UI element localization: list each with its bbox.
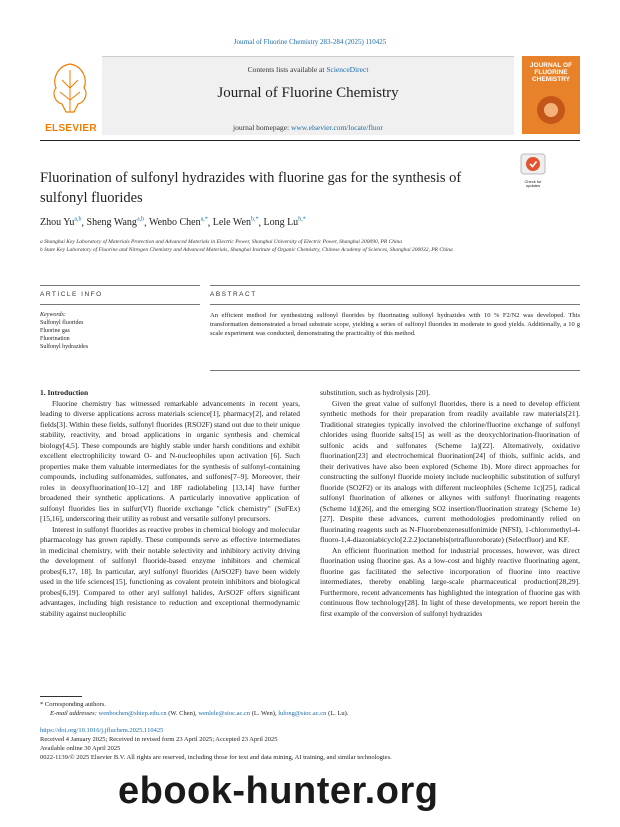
publisher-name: ELSEVIER [45,123,97,134]
email-owner: (L. Lu). [328,710,349,717]
article-title: Fluorination of sulfonyl hydrazides with fluorine gas for the synthesis of sulfonyl fluorides [40,170,462,206]
journal-cover[interactable] [522,56,580,134]
paragraph: An efficient fluorination method for industrial processes, however, was direct fluorination using fluorine gas. As a low-cost and highly reactive fluorinating agent, fluorine gas facilitated the selective incorporation of fluorine into reactive intermediates, thereby enabling large-scale pharmaceutical production[28,29]. Furthermore, recent advancements has highlighted the integration of fluorine gas with continuous flow technology[28]. In light of these developments, we report herein the first example of the conversion of sulfonyl hydrazides [320,545,580,618]
keyword: Sulfonyl hydrazides [40,344,89,350]
journal-masthead [40,56,580,138]
elsevier-tree-icon [40,56,100,120]
homepage-prefix: journal homepage: [233,123,291,132]
history-dates: Received 4 January 2025; Received in revised form 23 April 2025; Accepted 23 April 2025 [40,736,278,743]
watermark: ebook-hunter.org [118,770,439,812]
abstract-text: An efficient method for synthesizing sulfonyl fluorides by fluorinating sulfonyl hydrazides with 10 % F2/N2 was developed. This transformation demonstrated a broad substrate scope, yielding a series of sulfonyl fluorides in moderate to good yields. Additionally, a 10 g scale experiment was conducted, demonstrating the practicality of this method. [210,312,580,338]
email-owner: (W. Chen), [168,710,197,717]
divider [210,285,580,286]
check-for-updates-button[interactable] [520,153,546,188]
affiliations [40,238,520,254]
author[interactable]: Wenbo Chen$^{a,*}$ [148,217,208,229]
keyword: Sulfonyl fluorides [40,320,84,326]
body-column-left [40,388,300,619]
divider [40,285,200,286]
divider [210,304,580,305]
divider [210,370,580,371]
check-updates-label: Check for updates [524,179,542,188]
doi-link[interactable]: https://doi.org/10.1016/j.jfluchem.2025.110425 [40,727,164,734]
keywords-label: Keywords: [40,312,66,318]
paragraph: Interest in sulfonyl fluorides as reactive probes in chemical biology and molecular pharmacology has grown rapidly. These compounds serve as effective intermediates in medicinal chemistry, with their notable selectivity and inhibitory activity driving the development of sulfonyl fluoride-based enzyme inhibitors and chemical probes[6,17, 18]. In particular, aryl sulfonyl fluorides (ArSO2F) have been widely used in the life sciences[15], functioning as covalent protein inhibitors and biological probes[6,19]. Compared to other aryl sulfonyl halides, ArSO2F offers significant advantages, including high resistance to reduction and exceptional thermodynamic stability against nucleophilic [40,524,300,618]
paragraph: Given the great value of sulfonyl fluorides, there is a need to develop efficient synthetic methods for their preparation from readily available raw materials[21]. Traditional strategies typically involved the chlorine/fluorine exchange of sulfonyl chlorides using fluoride salts[15] as well as the deoxychlorination-fluorination of sulfonic acids and sulfonates (Scheme 1a)[22]. Alternatively, oxidative fluorination[23] and electrochemical fluorination[24] of thiols, sulfinic acids, and their derivatives have also been explored (Scheme 1b). More direct approaches for constructing the sulfonyl fluoride moiety include nucleophilic substitution of sulfuryl fluoride (SO2F2) or its analogs with different nucleophiles (Scheme 1c)[25], radical sulfonyl fluorination of alkenes or alkynes with sulfonyl fluorinating reagents (Scheme 1d)[26], and the emerging SO2 insertion/fluorination strategy (Scheme 1e)[27]. Despite these advances, current methodologies predominantly relied on fluorinating reagents such as N-Fluorobenzenesulfonimide (NFSI), 1-chloromethyl-4-fluoro-1,4-diazoniabicyclo[2.2.2]octanebis(tetrafluoroborate) (Selectfluor) and KF. [320,398,580,544]
journal-reference[interactable]: Journal of Fluorine Chemistry 283-284 (2025) 110425 [233,38,387,46]
footnote-divider [40,696,82,697]
copyright: 0022-1139/© 2025 Elsevier B.V. All rights are reserved, including those for text and data mining, AI training, and similar technologies. [40,754,392,761]
abstract-heading: ABSTRACT [210,291,257,298]
masthead-center [102,56,514,135]
keywords-block [40,311,200,351]
elsevier-logo[interactable] [40,56,100,134]
check-updates-icon [520,153,546,175]
body-column-right [320,388,580,619]
email-label: E-mail addresses: [50,710,97,717]
keyword: Fluorination [40,336,70,342]
online-date: Available online 30 April 2025 [40,745,121,752]
article-info-heading: ARTICLE INFO [40,291,103,298]
corresponding-note: * Corresponding authors. [40,701,106,708]
email-line [40,709,580,718]
affiliation-b: b State Key Laboratory of Fluorine and Nitrogen Chemistry and Advanced Materials, Shanghai Institute of Organic Chemistry, Chinese Academy of Sciences, Shanghai 200032, PR China [40,247,453,253]
keyword: Fluorine gas [40,328,70,334]
homepage-line [102,123,514,132]
cover-title: JOURNAL OF FLUORINE CHEMISTRY [529,62,573,83]
email-owner: (L. Wen), [251,710,277,717]
introduction-heading: 1. Introduction [40,388,89,397]
masthead-rule [40,140,580,141]
footnote [40,700,580,718]
journal-title: Journal of Fluorine Chemistry [217,85,399,101]
email-link[interactable]: lulong@sioc.ac.cn [278,710,327,717]
contents-line [102,65,514,74]
author[interactable]: Long $Lu^{b,*}$ [263,217,306,229]
author[interactable]: Lele Wen$^{b,*}$ [212,217,259,229]
article-metadata [40,726,580,762]
author[interactable]: Sheng Wang$^{a,b}$ [86,217,145,229]
affiliation-a: a Shanghai Key Laboratory of Materials Protection and Advanced Materials in Electric Power, Shanghai University of Electric Power, Shanghai 200090, PR China [40,239,403,245]
author[interactable]: Zhou Yu$^{a,b}$ [40,217,82,229]
author-list: Zhou Yu$^{a,b}$, Sheng Wang$^{a,b}$, Wenbo Chen$^{a,*}$, Lele Wen$^{b,*}$, Long $Lu^{b,*}$ [40,217,306,229]
paragraph: substitution, such as hydrolysis [20]. [320,388,430,397]
homepage-link[interactable]: www.elsevier.com/locate/fluor [290,123,383,132]
paragraph: Fluorine chemistry has witnessed remarkable advancements in recent years, leading to diverse applications across materials science[1], pharmacy[2], and related fields[3]. Within these fields, sulfonyl fluorides (RSO2F) stand out due to their unique stability, reactivity, and broad applications in organic synthesis and chemical biology[4,5]. These compounds are highly stable under harsh conditions and exhibit excellent electrophilicity toward O- and N-nucleophiles upon activation [6]. Such properties make them valuable intermediates for the synthesis of sulfonyl-containing compounds, including sulfonamides, sulfonates, and sulfones[7–9]. Moreover, their roles in deoxyfluorination[10–12] and 18F radiolabeling [13,14] have further broadened their synthetic applications. A particularly innovative application of sulfonyl fluorides lies in sulfur(VI) fluoride exchange "click chemistry" (SuFEx)[15,16], underscoring their utility as robust and versatile sulfonyl precursors. [40,398,300,523]
divider [40,304,200,305]
email-link[interactable]: wenbochen@shiep.edu.cn [98,710,167,717]
cover-art-icon [522,90,580,130]
contents-prefix: Contents lists available at [247,65,327,74]
email-link[interactable]: wenlele@sioc.ac.cn [198,710,251,717]
sciencedirect-link[interactable]: ScienceDirect [326,65,369,74]
